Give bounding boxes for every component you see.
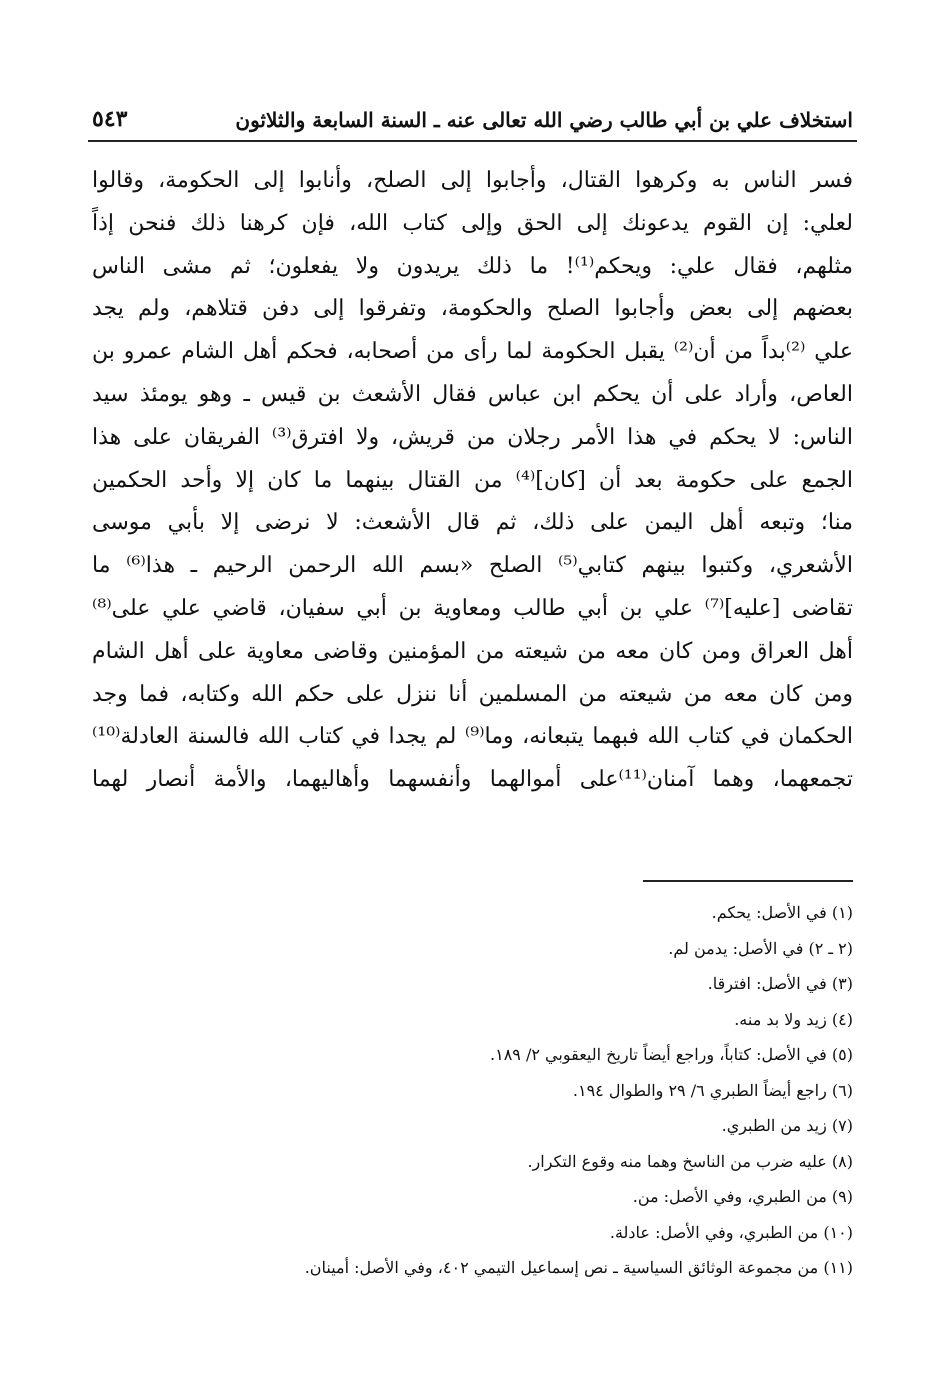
text-line: بعضهم إلى بعض وأجابوا الصلح والحكومة، وتفرقوا إلى دفن قتلاهم، ولم يجد: [92, 296, 853, 322]
footnote-item: (٧) زيد من الطبري.: [721, 1116, 853, 1135]
footnote-item: (٦) راجع أيضاً الطبري ٦/ ٢٩ والطوال ١٩٤.: [572, 1080, 853, 1100]
text-line: لعلي: إن القوم يدعونك إلى الحق وإلى كتاب الله، فإن كرهنا ذلك فنحن إذاً: [92, 210, 853, 236]
text-line: الجمع على حكومة بعد أن [كان]⁽⁴⁾ من القتال بينهما ما كان إلا وأحد الحكمين: [92, 467, 853, 493]
footnote-item: (٩) من الطبري، وفي الأصل: من.: [632, 1187, 853, 1206]
page-number: ٥٤٣: [92, 106, 128, 132]
footnote-item: (١٠) من الطبري، وفي الأصل: عادلة.: [609, 1222, 853, 1242]
footnote-item: (١) في الأصل: يحكم.: [711, 903, 853, 922]
footnote-separator: [643, 880, 853, 882]
text-line: علي ⁽²⁾بداً من أن⁽²⁾ يقبل الحكومة لما رأى من أصحابه، فحكم أهل الشام عمرو بن: [92, 339, 853, 365]
text-line: مثلهم، فقال علي: ويحكم⁽¹⁾! ما ذلك يريدون ولا يفعلون؛ ثم مشى الناس: [92, 253, 853, 279]
header-rule: [88, 140, 857, 142]
footnote-item: (٨) عليه ضرب من الناسخ وهما منه وقوع التكرار.: [527, 1151, 853, 1171]
text-line: منا؛ وتبعه أهل اليمن على ذلك، ثم قال الأشعث: لا نرضى إلا بأبي موسى: [92, 510, 853, 536]
footnote-item: (٥) في الأصل: كتاباً، وراجع أيضاً تاريخ اليعقوبي ٢/ ١٨٩.: [490, 1045, 853, 1064]
text-line: الناس: لا يحكم في هذا الأمر رجلان من قريش، ولا افترق⁽³⁾ الفريقان على هذا: [92, 424, 853, 450]
text-line: الأشعري، وكتبوا بينهم كتابي⁽⁵⁾ الصلح «بسم الله الرحمن الرحيم ـ هذا⁽⁶⁾ ما: [92, 553, 853, 579]
footnote-item: (١١) من مجموعة الوثائق السياسية ـ نص إسماعيل التيمي ٤٠٢، وفي الأصل: أمينان.: [304, 1258, 853, 1277]
header-title: استخلاف علي بن أبي طالب رضي الله تعالى عنه ـ السنة السابعة والثلاثون: [235, 108, 853, 132]
text-line: تجمعهما، وهما آمنان⁽¹¹⁾على أموالهما وأنفسهما وأهاليهما، والأمة أنصار لهما: [92, 767, 853, 793]
text-line: العاص، وأراد على أن يحكم ابن عباس فقال الأشعث بن قيس ـ وهو يومئذ سيد: [92, 381, 853, 407]
main-text: [92, 160, 853, 802]
running-header: [92, 92, 853, 132]
footnote-item: (٣) في الأصل: افترقا.: [707, 974, 853, 993]
text-line: الحكمان في كتاب الله فبهما يتبعانه، وما⁽⁹⁾ لم يجدا في كتاب الله فالسنة العادلة⁽¹⁰⁾: [92, 724, 853, 750]
footnotes: [92, 895, 853, 1286]
footnote-item: (٢ ـ ٢) في الأصل: يدمن لم.: [668, 938, 853, 958]
footnote-item: (٤) زيد ولا بد منه.: [734, 1009, 853, 1029]
text-line: أهل العراق ومن كان معه من شيعته من المؤمنين وقاضى معاوية على أهل الشام: [92, 638, 853, 664]
text-line: تقاضى [عليه]⁽⁷⁾ علي بن أبي طالب ومعاوية بن أبي سفيان، قاضي علي على⁽⁸⁾: [92, 595, 853, 621]
text-line: فسر الناس به وكرهوا القتال، وأجابوا إلى الصلح، وأنابوا إلى الحكومة، وقالوا: [92, 168, 853, 193]
text-line: ومن كان معه من شيعته من المسلمين أنا ننزل على حكم الله وكتابه، فما وجد: [92, 681, 853, 707]
